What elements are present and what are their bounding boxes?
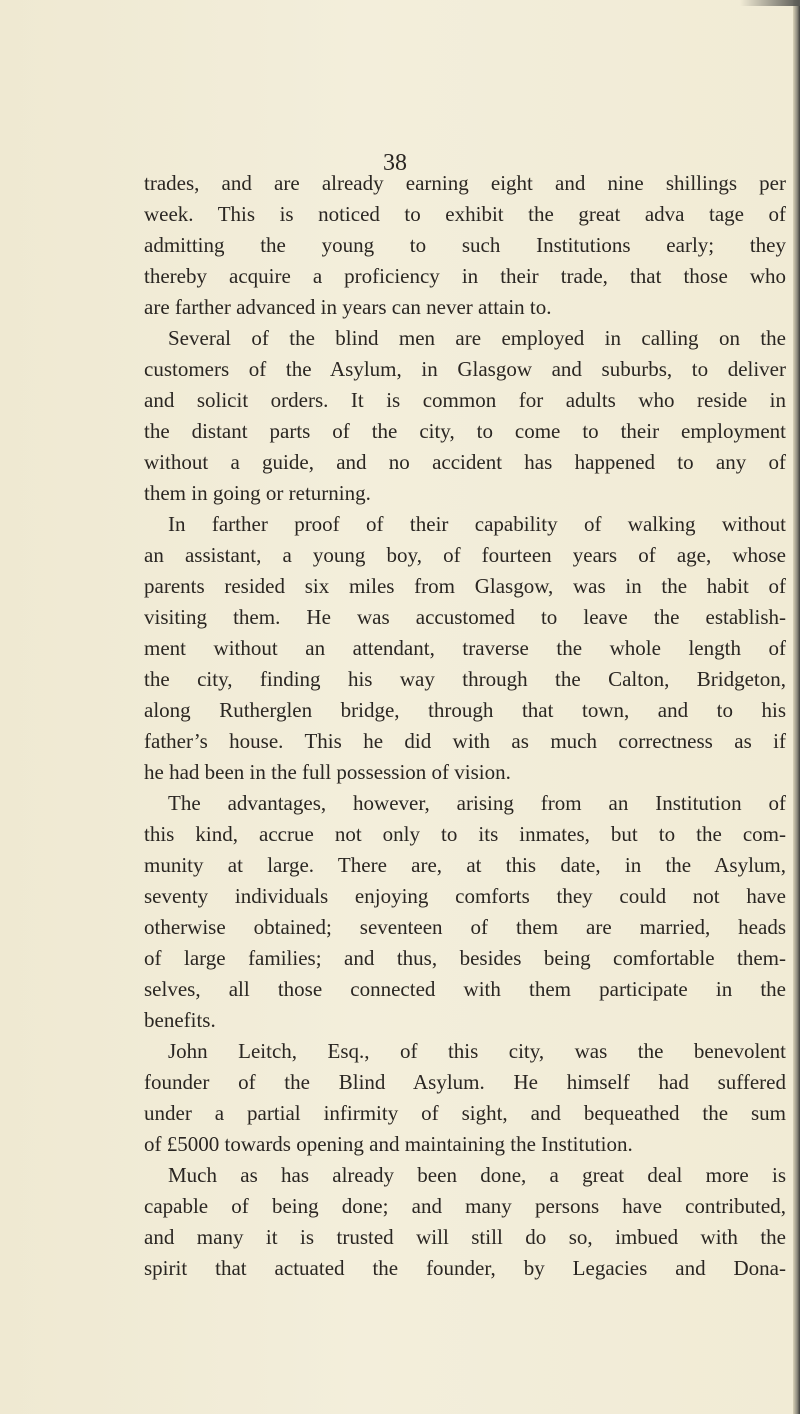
text-line: under a partial infirmity of sight, and bequeathed the sum bbox=[144, 1101, 786, 1125]
text-line: admitting the young to such Institutions early; they bbox=[144, 233, 786, 257]
text-line: week. This is noticed to exhibit the great adva tage of bbox=[144, 202, 786, 226]
text-line: trades, and are already earning eight and nine shillings per bbox=[144, 171, 786, 195]
text-line: seventy individuals enjoying comforts they could not have bbox=[144, 884, 786, 908]
text-line: without a guide, and no accident has happened to any of bbox=[144, 450, 786, 474]
text-line: In farther proof of their capability of walking without bbox=[168, 512, 786, 536]
text-line: benefits. bbox=[144, 1008, 216, 1032]
text-line: thereby acquire a proficiency in their trade, that those who bbox=[144, 264, 786, 288]
text-line: them in going or returning. bbox=[144, 481, 371, 505]
text-line: spirit that actuated the founder, by Legacies and Dona- bbox=[144, 1256, 786, 1280]
text-line: father’s house. This he did with as much correctness as if bbox=[144, 729, 786, 753]
text-line: the distant parts of the city, to come to their employment bbox=[144, 419, 786, 443]
page-number: 38 bbox=[383, 150, 407, 176]
text-line: munity at large. There are, at this date, in the Asylum, bbox=[144, 853, 786, 877]
text-line: of large families; and thus, besides being comfortable them- bbox=[144, 946, 786, 970]
text-line: and many it is trusted will still do so, imbued with the bbox=[144, 1225, 786, 1249]
text-line: customers of the Asylum, in Glasgow and suburbs, to deliver bbox=[144, 357, 786, 381]
text-line: he had been in the full possession of vision. bbox=[144, 760, 511, 784]
text-line: visiting them. He was accustomed to leave the establish- bbox=[144, 605, 786, 629]
text-line: an assistant, a young boy, of fourteen years of age, whose bbox=[144, 543, 786, 567]
text-line: along Rutherglen bridge, through that town, and to his bbox=[144, 698, 786, 722]
text-line: Several of the blind men are employed in calling on the bbox=[168, 326, 786, 350]
text-line: John Leitch, Esq., of this city, was the benevolent bbox=[168, 1039, 786, 1063]
text-line: of £5000 towards opening and maintaining the Institution. bbox=[144, 1132, 633, 1156]
text-line: ment without an attendant, traverse the whole length of bbox=[144, 636, 786, 660]
text-line: Much as has already been done, a great deal more is bbox=[168, 1163, 786, 1187]
text-line: selves, all those connected with them participate in the bbox=[144, 977, 786, 1001]
text-line: and solicit orders. It is common for adults who reside in bbox=[144, 388, 786, 412]
text-line: parents resided six miles from Glasgow, was in the habit of bbox=[144, 574, 786, 598]
text-line: capable of being done; and many persons have contributed, bbox=[144, 1194, 786, 1218]
text-line: the city, finding his way through the Calton, Bridgeton, bbox=[144, 667, 786, 691]
text-line: this kind, accrue not only to its inmates, but to the com- bbox=[144, 822, 786, 846]
text-line: The advantages, however, arising from an Institution of bbox=[168, 791, 786, 815]
body-text bbox=[144, 168, 786, 1284]
page-corner-shadow bbox=[740, 0, 800, 6]
page-edge-shadow bbox=[793, 0, 800, 1414]
text-line: founder of the Blind Asylum. He himself had suffered bbox=[144, 1070, 786, 1094]
text-line: otherwise obtained; seventeen of them are married, heads bbox=[144, 915, 786, 939]
text-line: are farther advanced in years can never attain to. bbox=[144, 295, 552, 319]
